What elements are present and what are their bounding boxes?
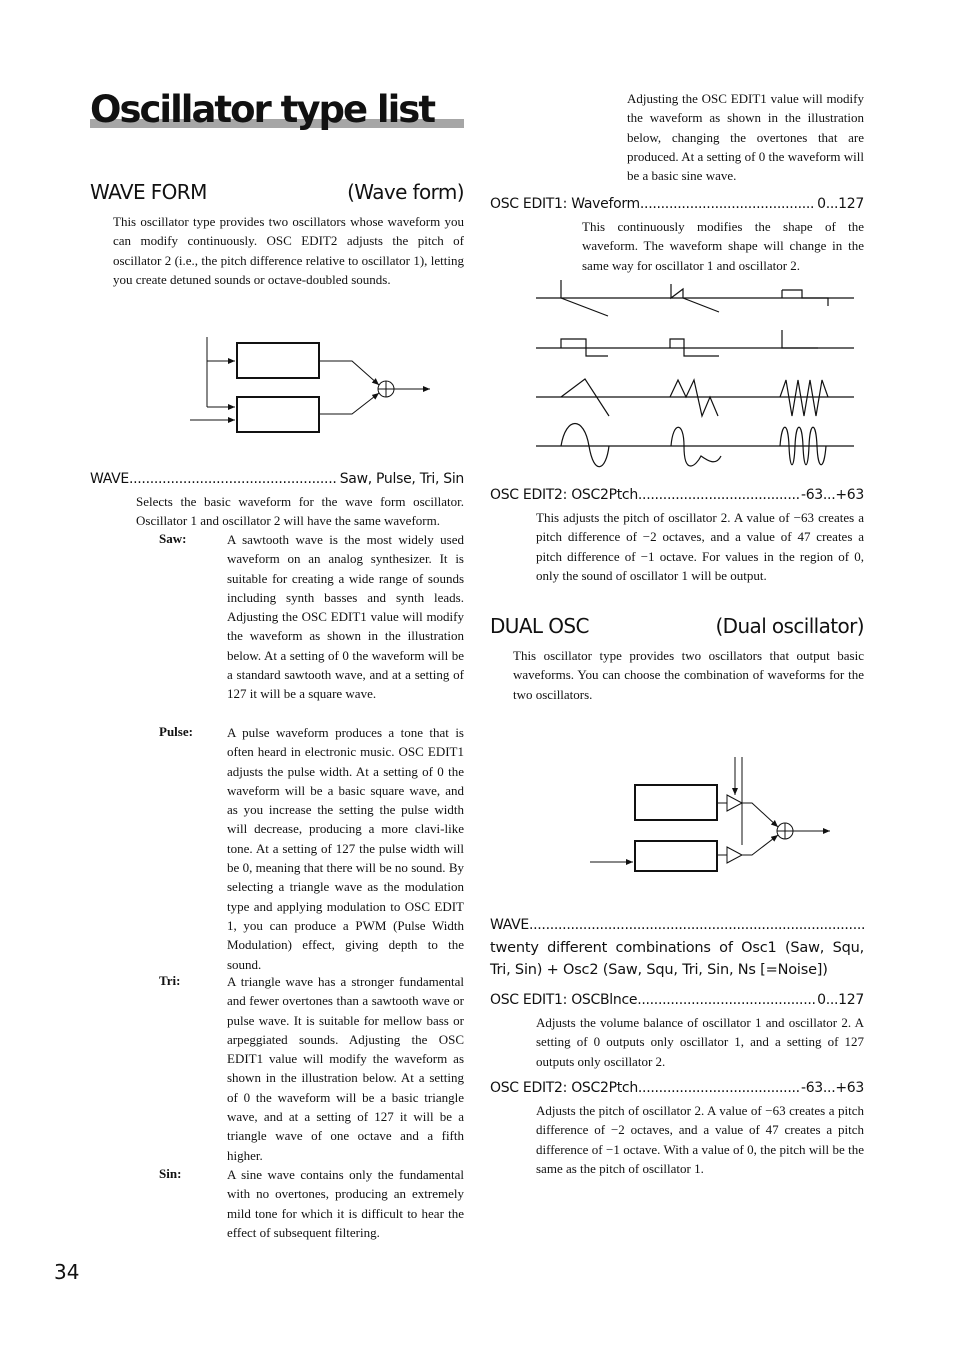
osc-edit1-description: This continuously modifies the shape of the waveform. The waveform shape will change in the same way for oscillator 1 and oscillator 2. bbox=[582, 219, 864, 273]
term-sin: Sin: bbox=[159, 1166, 182, 1181]
osc-edit2-value: -63...+63 bbox=[800, 487, 864, 503]
dual-osc-edit1-description: Adjusts the volume balance of oscillator 1 and oscillator 2. A setting of 0 outputs only oscillator 1, and a setting of 127 outputs only oscillator 2. bbox=[536, 1015, 864, 1069]
dual-osc-heading: DUAL OSC bbox=[490, 614, 589, 638]
wave-param-name: WAVE bbox=[90, 471, 129, 487]
dual-osc-edit2-param-row bbox=[490, 1080, 864, 1096]
dual-osc-subheading: (Dual oscillator) bbox=[715, 614, 864, 638]
term-pulse: Pulse: bbox=[159, 724, 193, 739]
dual-osc-edit1-param-row bbox=[490, 992, 864, 1008]
dual-osc-description: This oscillator type provides two oscillators that output basic waveforms. You can choose the combination of waveforms for the two oscillators. bbox=[513, 648, 864, 702]
term-sin-text: A sine wave contains only the fundamental with no overtones, producing an extremely mild tone for which it is difficult to hear the effect of subsequent filtering. bbox=[227, 1167, 464, 1240]
page-title: Oscillator type list bbox=[90, 88, 435, 131]
dual-osc-edit1-value: 0...127 bbox=[817, 992, 864, 1008]
dual-wave-param-name: WAVE bbox=[490, 917, 529, 933]
osc-edit1-param-row bbox=[490, 196, 864, 212]
dual-osc-edit2-name: OSC EDIT2: OSC2Ptch bbox=[490, 1080, 638, 1096]
wave-param-row bbox=[90, 471, 464, 487]
osc-edit1-value: 0...127 bbox=[817, 196, 864, 212]
dual-wave-param-text: twenty different combinations of Osc1 (Saw, Squ, Tri, Sin) + Osc2 (Saw, Squ, Tri, Sin, Ns [=Noise]) bbox=[490, 940, 864, 978]
wave-form-heading: WAVE FORM bbox=[90, 180, 207, 204]
term-pulse-text: A pulse waveform produces a tone that is often heard in electronic music. OSC EDIT1 adjusts the pulse width. At a setting of 0 the waveform will be a basic square wave, and as you increase the setting the pulse width will decrease, producing a more clavi-like tone. At a setting of 127 the pulse width will be 0, meaning that there will be no sound. By selecting a triangle wave as the modulation type and applying modulation to OSC EDIT 1, you can produce a PWM (Pulse Width Modulation) effect, giving depth to the sound. bbox=[227, 725, 464, 972]
dual-osc-edit2-value: -63...+63 bbox=[800, 1080, 864, 1096]
term-tri-text: A triangle wave has a stronger fundamental and fewer overtones than a sawtooth wave or pulse wave. It is suitable for mellow bass or arpeggiated sounds. Adjusting the OSC EDIT1 value will modify the waveform as shown in the illustration below. At a setting of 0 the waveform will be a basic triangle wave, and at a setting of 127 it will be a triangle wave of one octave and a fifth higher. bbox=[227, 974, 464, 1163]
wave-form-block-diagram bbox=[190, 335, 440, 435]
wave-form-subheading: (Wave form) bbox=[347, 180, 464, 204]
sin-continued-text: Adjusting the OSC EDIT1 value will modify the waveform as shown in the illustration below, changing the overtones that are produced. At a setting of 0 the waveform will be a basic sine wave. bbox=[627, 91, 864, 184]
term-tri: Tri: bbox=[159, 973, 181, 988]
dual-wave-param-row bbox=[490, 917, 864, 933]
wave-param-description: Selects the basic waveform for the wave form oscillator. Oscillator 1 and oscillator 2 will have the same waveform. bbox=[136, 494, 464, 529]
term-saw-text: A sawtooth wave is the most widely used waveform on an analog synthesizer. It is suitable for creating a wide range of sounds including synth basses and synth leads. Adjusting the OSC EDIT1 value will modify the waveform as shown in the illustration below. At a setting of 0 the waveform will be a standard sawtooth wave, and at a setting of 127 it will be a square wave. bbox=[227, 532, 464, 702]
dual-osc-edit1-name: OSC EDIT1: OSCBlnce bbox=[490, 992, 638, 1008]
term-saw: Saw: bbox=[159, 531, 187, 546]
wave-form-description: This oscillator type provides two oscillators whose waveform you can modify continuously. OSC EDIT2 adjusts the pitch of oscillator 2 (i.e., the pitch difference relative to oscillator 1), letting you create detuned sounds or octave-doubled sounds. bbox=[113, 214, 464, 287]
osc-edit1-name: OSC EDIT1: Waveform bbox=[490, 196, 640, 212]
osc-edit2-description: This adjusts the pitch of oscillator 2. A value of −63 creates a pitch difference of −2 octaves, and a value of 47 creates a pitch difference of −1 octave. For values in the region of 0, only the sound of oscillator 1 will be output. bbox=[536, 510, 864, 583]
wave-param-value: Saw, Pulse, Tri, Sin bbox=[339, 471, 464, 487]
osc-edit2-param-row bbox=[490, 487, 864, 503]
page-number: 34 bbox=[54, 1260, 80, 1284]
waveform-illustration bbox=[536, 276, 856, 471]
dual-osc-edit2-description: Adjusts the pitch of oscillator 2. A value of −63 creates a pitch difference of −2 octaves, and a value of 47 creates a pitch difference of −1 octave. With a value of 0, the pitch will be the same as the pitch of oscillator 1. bbox=[536, 1103, 864, 1176]
dual-osc-block-diagram bbox=[590, 755, 840, 875]
osc-edit2-name: OSC EDIT2: OSC2Ptch bbox=[490, 487, 638, 503]
